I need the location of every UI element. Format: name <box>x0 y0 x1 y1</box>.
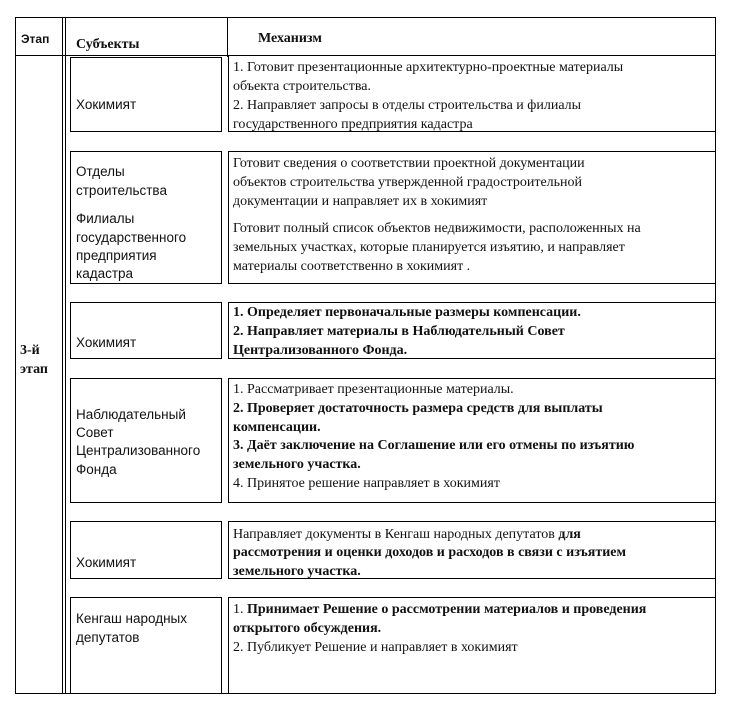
mech-4-line-5: земельного участка. <box>233 457 361 472</box>
subject-2-line-4: государственного <box>76 230 187 245</box>
mech-5-line-1 <box>233 525 581 544</box>
mech-2-line-1: Готовит сведения о соответствии проектной документации <box>233 156 585 171</box>
subject-6-line-2: депутатов <box>76 630 140 645</box>
mech-6-line-1-num: 1. <box>233 602 247 617</box>
subject-2-line-5: предприятия <box>76 248 157 263</box>
mech-6-line-2: открытого обсуждения. <box>233 621 382 636</box>
mech-2-line-4: Готовит полный список объектов недвижимости, расположенных на <box>233 221 641 236</box>
mech-1-line-3: 2. Направляет запросы в отделы строительства и филиалы <box>233 98 582 113</box>
mech-1-line-1: 1. Готовит презентационные архитектурно-проектные материалы <box>233 60 624 75</box>
subject-1: Хокимият <box>76 97 137 112</box>
table-left-border <box>15 17 16 694</box>
mech-6-line-1 <box>233 600 646 619</box>
mech-4-line-4: 3. Даёт заключение на Соглашение или его отмены по изъятию <box>233 438 635 453</box>
subject-4-line-1: Наблюдательный <box>76 407 186 422</box>
mech-4-line-2: 2. Проверяет достаточность размера средств для выплаты <box>233 401 603 416</box>
mech-1-line-4: государственного предприятия кадастра <box>233 117 473 132</box>
mech-5-line-3: земельного участка. <box>233 564 361 579</box>
mech-5-line-1-normal: Направляет документы в Кенгаш народных депутатов <box>233 527 559 542</box>
subject-4-line-2: Совет <box>76 425 114 440</box>
mech-4-line-6: 4. Принятое решение направляет в хокимият <box>233 476 500 491</box>
subject-2-line-1: Отделы <box>76 164 125 179</box>
header-subjects: Субъекты <box>76 37 140 52</box>
mech-3-line-2: 2. Направляет материалы в Наблюдательный Совет <box>233 324 565 339</box>
subject-2-line-3: Филиалы <box>76 211 135 226</box>
mech-4-line-1: 1. Рассматривает презентационные материалы. <box>233 382 514 397</box>
subject-4-line-3: Централизованного <box>76 443 201 458</box>
subject-4-line-4: Фонда <box>76 462 117 477</box>
column-divider-stage <box>62 17 63 694</box>
mech-3-line-3: Централизованного Фонда. <box>233 343 408 358</box>
subject-6-line-1: Кенгаш народных <box>76 611 188 626</box>
mech-5-line-1-bold: для <box>558 527 581 542</box>
subject-2-line-6: кадастра <box>76 266 134 281</box>
subject-5: Хокимият <box>76 555 137 570</box>
subject-3: Хокимият <box>76 335 137 350</box>
mech-4-line-3: компенсации. <box>233 420 321 435</box>
mech-2-line-3: документации и направляет их в хокимият <box>233 194 488 209</box>
mech-1-line-2: объекта строительства. <box>233 79 372 94</box>
mech-2-line-2: объектов строительства утвержденной градостроительной <box>233 175 583 190</box>
mech-2-line-5: земельных участках, которые планируется изъятию, и направляет <box>233 240 625 255</box>
mech-6-line-1-bold: Принимает Решение о рассмотрении материалов и проведения <box>247 602 647 617</box>
subject-2-line-2: строительства <box>76 183 167 198</box>
header-mechanism: Механизм <box>258 31 322 46</box>
column-divider-subject <box>227 17 228 57</box>
table-top-border <box>15 17 716 18</box>
mech-6-line-3: 2. Публикует Решение и направляет в хокимият <box>233 640 518 655</box>
stage-label-line-1: 3-й <box>20 343 40 358</box>
mech-5-line-2: рассмотрения и оценки доходов и расходов в связи с изъятием <box>233 545 627 560</box>
mech-2-line-6: материалы соответственно в хокимият . <box>233 259 471 274</box>
column-divider-stage-inner <box>65 17 66 694</box>
header-stage: Этап <box>21 32 50 46</box>
stage-label-line-2: этап <box>20 362 48 377</box>
mech-3-line-1: 1. Определяет первоначальные размеры компенсации. <box>233 305 581 320</box>
